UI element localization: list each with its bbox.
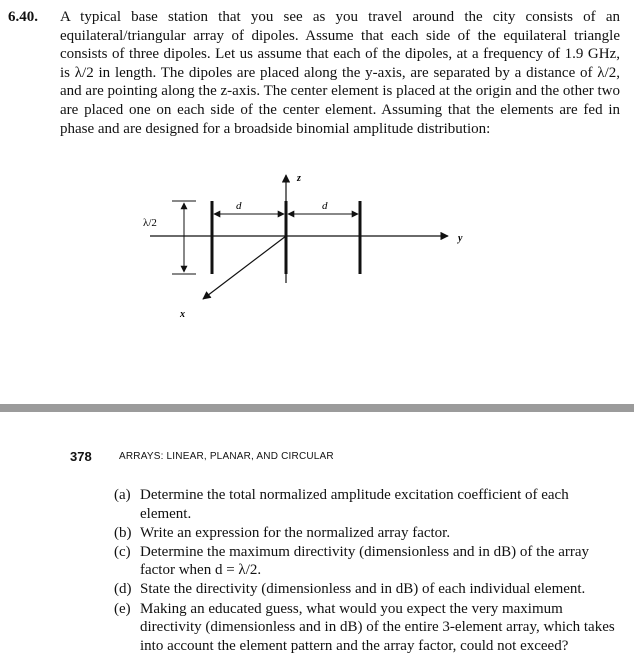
part-text: Determine the total normalized amplitude excitation coefficient of each element.: [140, 487, 569, 522]
list-item: [114, 524, 618, 543]
spacing-right-label: d: [322, 200, 328, 212]
y-axis-label: y: [458, 233, 463, 244]
x-axis-label: x: [180, 309, 185, 320]
part-text: State the directivity (dimensionless and in dB) of each individual element.: [140, 581, 586, 598]
chapter-title: ARRAYS: LINEAR, PLANAR, AND CIRCULAR: [119, 451, 334, 462]
dipole-array-figure: [0, 165, 634, 335]
problem-number: 6.40.: [8, 9, 38, 25]
part-label: (d): [114, 581, 132, 598]
list-item: [114, 486, 618, 523]
problem-parts-list: [114, 486, 618, 656]
list-item: [114, 600, 618, 656]
page-separator: [0, 404, 634, 412]
length-label: λ/2: [143, 217, 157, 229]
part-label: (a): [114, 487, 131, 503]
part-text: Write an expression for the normalized array factor.: [140, 524, 451, 541]
lower-page: [0, 412, 634, 665]
list-item: [114, 543, 618, 580]
problem-statement: [60, 8, 620, 138]
spacing-left-label: d: [236, 200, 242, 212]
part-label: (e): [114, 600, 131, 617]
list-item: [114, 580, 618, 599]
page-number: 378: [70, 449, 92, 464]
part-text: Determine the maximum directivity (dimensionless and in dB) of the array factor when d = λ/2.: [140, 543, 590, 579]
x-axis-line: [203, 236, 286, 299]
problem-6-40: [8, 8, 620, 138]
z-axis-label: z: [297, 173, 301, 184]
part-label: (c): [114, 543, 131, 560]
part-text: Making an educated guess, what would you expect the very maximum directivity (dimensionless and in dB) of the entire 3-element array, which takes into account the element pattern and the array factor, could not exceed?: [140, 600, 615, 654]
part-label: (b): [114, 524, 132, 541]
problem-text: A typical base station that you see as you travel around the city consists of an equilateral/triangular array of dipoles. Assume that each side of the equilateral triangle consists of three dipoles. Let us assume that each of the dipoles, at a frequency of 1.9 GHz, is λ/2 in length. The dipoles are placed along the y-axis, are separated by a distance of λ/2, and are pointing along the z-axis. The center element is placed at the origin and the other two are placed one on each side of the center element. Assuming that the elements are fed in phase and are designed for a broadside binomial amplitude distribution:: [60, 9, 620, 137]
